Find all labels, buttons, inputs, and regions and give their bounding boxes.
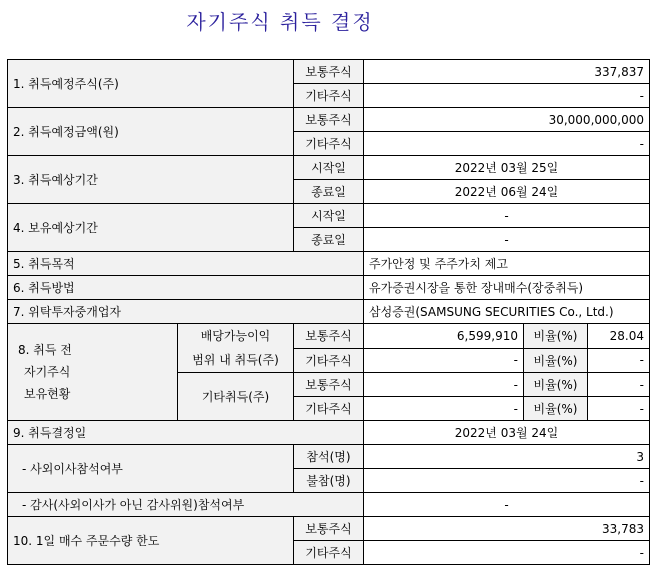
- sub-label: 보통주식: [294, 324, 364, 349]
- sub-label: 시작일: [294, 156, 364, 180]
- group-label: 기타취득(주): [178, 373, 294, 421]
- sub-label: 참석(명): [294, 445, 364, 469]
- page-title: 자기주식 취득 결정: [186, 10, 374, 34]
- row-label: 4. 보유예상기간: [8, 204, 294, 252]
- table-row: [8, 421, 650, 445]
- sub-label: 시작일: [294, 204, 364, 228]
- value-cell: -: [364, 493, 650, 517]
- sub-label: 기타주식: [294, 397, 364, 421]
- group-label: [178, 324, 294, 373]
- value-cell: -: [364, 397, 524, 421]
- ratio-label: 비율(%): [524, 324, 588, 349]
- sub-label: 보통주식: [294, 60, 364, 84]
- row-label-line: 보유현황: [24, 387, 71, 401]
- sub-label: 보통주식: [294, 108, 364, 132]
- row-label-line: 8. 취득 전: [18, 343, 72, 357]
- row-label: 10. 1일 매수 주문수량 한도: [8, 517, 294, 565]
- row-label: 6. 취득방법: [8, 276, 364, 300]
- table-row: [8, 517, 650, 541]
- table-row: [8, 445, 650, 469]
- ratio-value: 28.04: [588, 324, 650, 349]
- value-cell: -: [364, 541, 650, 565]
- group-label-line: 범위 내 취득(주): [192, 353, 279, 367]
- value-cell: 삼성증권(SAMSUNG SECURITIES Co., Ltd.): [364, 300, 650, 324]
- value-cell: 2022년 06월 24일: [364, 180, 650, 204]
- table-row: [8, 108, 650, 132]
- table-row: [8, 252, 650, 276]
- value-cell: -: [364, 84, 650, 108]
- sub-label: 기타주식: [294, 348, 364, 373]
- row-label: - 감사(사외이사가 아닌 감사위원)참석여부: [8, 493, 364, 517]
- value-cell: 유가증권시장을 통한 장내매수(장중취득): [364, 276, 650, 300]
- ratio-label: 비율(%): [524, 348, 588, 373]
- value-cell: 33,783: [364, 517, 650, 541]
- table-row: [8, 324, 650, 349]
- table-row: [8, 204, 650, 228]
- row-label: - 사외이사참석여부: [8, 445, 294, 493]
- ratio-label: 비율(%): [524, 373, 588, 397]
- table-row: [8, 300, 650, 324]
- value-cell: 337,837: [364, 60, 650, 84]
- sub-label: 종료일: [294, 180, 364, 204]
- value-cell: 2022년 03월 25일: [364, 156, 650, 180]
- row-label: [8, 324, 178, 421]
- value-cell: -: [364, 373, 524, 397]
- value-cell: -: [364, 348, 524, 373]
- sub-label: 기타주식: [294, 132, 364, 156]
- row-label: 3. 취득예상기간: [8, 156, 294, 204]
- table-row: [8, 493, 650, 517]
- group-label-line: 배당가능이익: [200, 329, 271, 343]
- value-cell: 6,599,910: [364, 324, 524, 349]
- sub-label: 기타주식: [294, 541, 364, 565]
- sub-label: 보통주식: [294, 373, 364, 397]
- value-cell: 3: [364, 445, 650, 469]
- value-cell: -: [364, 469, 650, 493]
- value-cell: 30,000,000,000: [364, 108, 650, 132]
- row-label-line: 자기주식: [24, 365, 71, 379]
- table-row: [8, 60, 650, 84]
- ratio-value: -: [588, 373, 650, 397]
- value-cell: 주가안정 및 주주가치 제고: [364, 252, 650, 276]
- row-label: 5. 취득목적: [8, 252, 364, 276]
- row-label: 1. 취득예정주식(주): [8, 60, 294, 108]
- sub-label: 종료일: [294, 228, 364, 252]
- value-cell: -: [364, 204, 650, 228]
- disclosure-table: [7, 59, 650, 565]
- table-row: [8, 276, 650, 300]
- row-label: 9. 취득결정일: [8, 421, 364, 445]
- table-row: [8, 156, 650, 180]
- row-label: 7. 위탁투자중개업자: [8, 300, 364, 324]
- ratio-value: -: [588, 348, 650, 373]
- value-cell: -: [364, 132, 650, 156]
- sub-label: 보통주식: [294, 517, 364, 541]
- row-label: 2. 취득예정금액(원): [8, 108, 294, 156]
- value-cell: 2022년 03월 24일: [364, 421, 650, 445]
- sub-label: 불참(명): [294, 469, 364, 493]
- sub-label: 기타주식: [294, 84, 364, 108]
- value-cell: -: [364, 228, 650, 252]
- ratio-value: -: [588, 397, 650, 421]
- ratio-label: 비율(%): [524, 397, 588, 421]
